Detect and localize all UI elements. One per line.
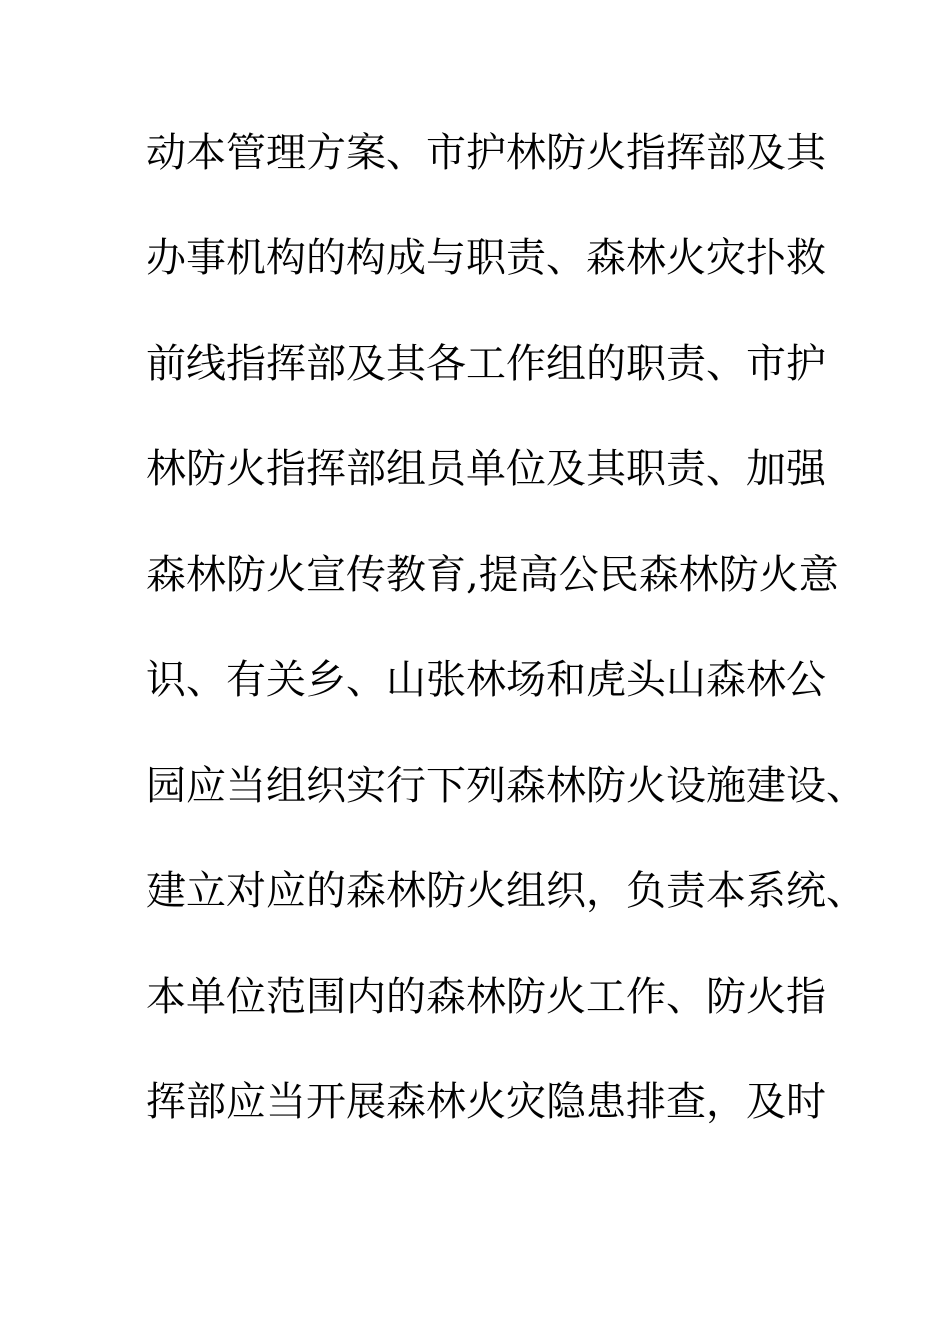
body-text-line: 园应当组织实行下列森林防火设施建设、 xyxy=(146,763,866,809)
body-text-line: 森林防火宣传教育,提高公民森林防火意 xyxy=(146,552,839,598)
body-text-line: 建立对应的森林防火组织，负责本系统、 xyxy=(146,868,866,914)
body-text-line: 动本管理方案、市护林防火指挥部及其 xyxy=(146,130,826,176)
body-text-line: 办事机构的构成与职责、森林火灾扑救 xyxy=(146,235,826,281)
body-text-line: 挥部应当开展森林火灾隐患排查，及时 xyxy=(146,1079,826,1125)
body-text-line: 本单位范围内的森林防火工作、防火指 xyxy=(146,974,826,1020)
body-text-line: 林防火指挥部组员单位及其职责、加强 xyxy=(146,446,826,492)
body-text-line: 前线指挥部及其各工作组的职责、市护 xyxy=(146,341,826,387)
body-text-line: 识、有关乡、山张林场和虎头山森林公 xyxy=(146,657,826,703)
